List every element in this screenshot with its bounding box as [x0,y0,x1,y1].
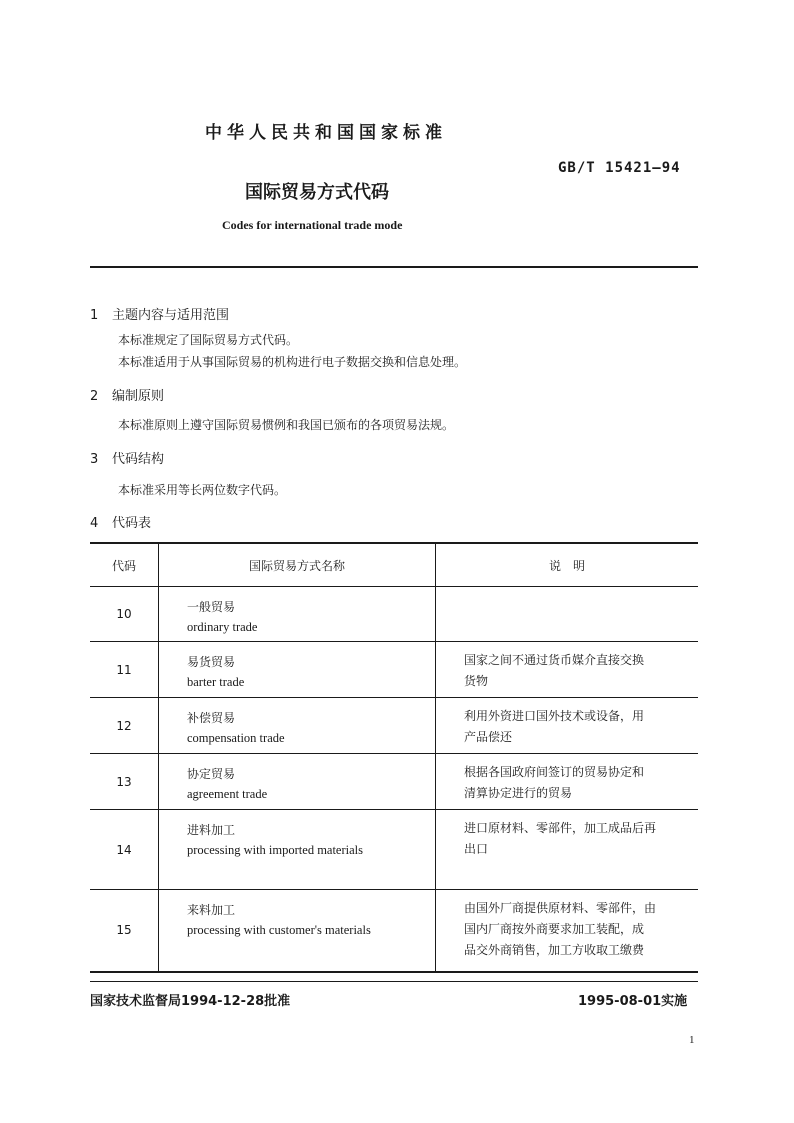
row-name-cn: 进料加工 [187,823,236,837]
row-name-cn: 来料加工 [187,903,236,917]
footer-divider [90,981,698,982]
document-title-cn: 国际贸易方式代码 [245,182,389,203]
section-3-paragraph-1: 本标准采用等长两位数字代码。 [118,483,287,497]
row-name [159,698,436,754]
row-description: 国家之间不通过货币媒介直接交换 货物 [436,642,699,698]
table-row [90,890,698,972]
table-row [90,642,698,698]
country-standard-heading: 中华人民共和国国家标准 [205,123,447,143]
row-code: 15 [90,890,159,972]
row-description: 利用外资进口国外技术或设备，用 产品偿还 [436,698,699,754]
row-name-cn: 补偿贸易 [187,711,236,725]
row-code: 12 [90,698,159,754]
row-description [436,587,699,642]
header-code: 代码 [90,543,159,587]
row-code: 13 [90,754,159,810]
row-description: 根据各国政府间签订的贸易协定和 清算协定进行的贸易 [436,754,699,810]
row-name-en: ordinary trade [187,620,258,634]
row-name-en: processing with imported materials [187,843,364,857]
implementation-date: 1995-08-01实施 [578,994,688,1009]
table-row [90,698,698,754]
table-row [90,754,698,810]
row-code: 11 [90,642,159,698]
row-name [159,642,436,698]
row-name-en: processing with customer's materials [187,923,371,937]
section-2-paragraph-1: 本标准原则上遵守国际贸易惯例和我国已颁布的各项贸易法规。 [118,418,455,432]
section-1-paragraph-2: 本标准适用于从事国际贸易的机构进行电子数据交换和信息处理。 [118,355,467,369]
row-name [159,890,436,972]
section-1-heading: 1 主题内容与适用范围 [90,308,230,323]
row-name-en: agreement trade [187,787,268,801]
row-name-en: barter trade [187,675,245,689]
row-name [159,587,436,642]
trade-mode-code-table [90,542,698,973]
section-3-heading: 3 代码结构 [90,452,165,467]
row-description: 由国外厂商提供原材料、零部件，由 国内厂商按外商要求加工装配，成 品交外商销售，加工方收取工缴费 [436,890,699,972]
table-row [90,810,698,890]
row-code: 14 [90,810,159,890]
standard-number: GB/T 15421—94 [558,160,681,176]
header-description: 说 明 [436,543,699,587]
section-4-heading: 4 代码表 [90,516,152,531]
row-name-cn: 一般贸易 [187,600,236,614]
row-name-cn: 协定贸易 [187,767,236,781]
table-row [90,587,698,642]
header-name: 国际贸易方式名称 [159,543,436,587]
document-title-en: Codes for international trade mode [222,218,403,232]
row-name-cn: 易货贸易 [187,655,236,669]
row-code: 10 [90,587,159,642]
approval-line: 国家技术监督局1994-12-28批准 [90,994,291,1009]
row-name [159,810,436,890]
page-number: 1 [689,1034,695,1046]
section-1-paragraph-1: 本标准规定了国际贸易方式代码。 [118,333,299,347]
header-divider [90,266,698,268]
row-name-en: compensation trade [187,731,285,745]
row-description: 进口原材料、零部件，加工成品后再 出口 [436,810,699,890]
table-header-row [90,543,698,587]
section-2-heading: 2 编制原则 [90,389,165,404]
row-name [159,754,436,810]
